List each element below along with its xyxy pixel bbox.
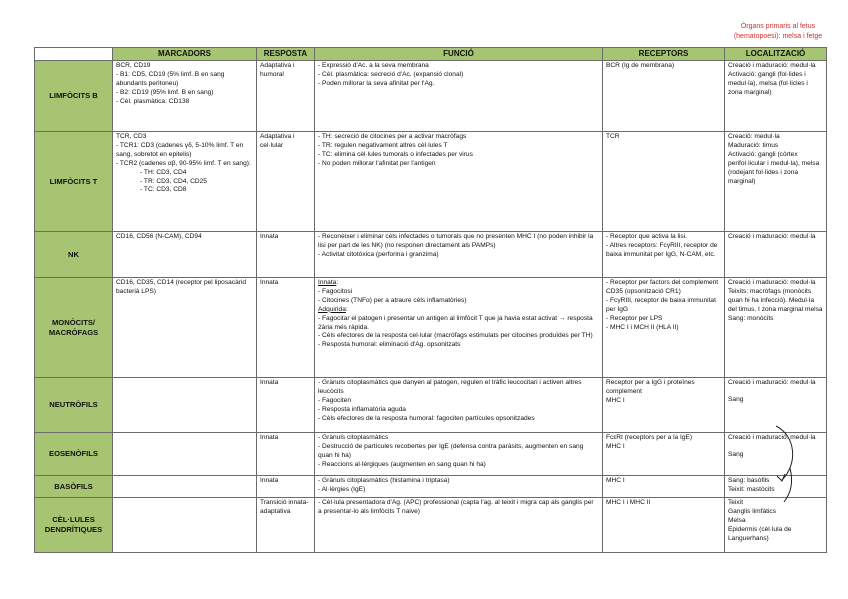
cell-receptors (603, 132, 725, 232)
header-funcio: FUNCIÓ (315, 48, 603, 61)
text-line: Innata (260, 477, 279, 484)
text-line: - Al·lèrgies (IgE) (318, 485, 366, 493)
text-line: FcεRI (receptors per a la IgE) (606, 434, 693, 441)
header-corner (35, 48, 113, 61)
text-line: - TC: CD3, CD8 (140, 186, 187, 194)
text-fragment: TR: CD3, CD4, CD25 (143, 177, 207, 185)
row-header: CÈL·LULES DENDRÍTIQUES (35, 498, 113, 553)
text-line: MHC I i MHC II (606, 499, 651, 506)
header-row (35, 48, 827, 61)
text-line: - Grànuls citoplasmàtics (318, 434, 389, 441)
text-line: - TR: regulen negativament altres cèl·lules T (318, 141, 448, 149)
text-line: Creació i maduració: medul·la (728, 233, 816, 240)
cell-marcadors (113, 476, 257, 498)
text-line: - Altres receptors: FcγRIII, receptor de baixa immunitat per IgG, N-CAM, etc. (606, 241, 718, 258)
arrow-curve (776, 426, 793, 480)
text-line: Receptor per a IgG i proteïnes complement (606, 379, 695, 395)
text-line: - Expressió d'Ac. a la seva membrana (318, 62, 429, 69)
text-line: - Cèls efectores de la resposta cel·lular (macròfags estimulats per citocines produïdes per TH) (318, 332, 593, 340)
cell-localitzacio (725, 61, 827, 132)
cell-receptors (603, 278, 725, 378)
curved-arrow-icon (772, 424, 802, 504)
text-line: TCR (606, 133, 620, 140)
cell-funcio (315, 232, 603, 278)
text-line: Activació: gangli (fol·lides i medul·la), melsa (fol·licles i zona marginal) (728, 70, 808, 96)
text-line: Ganglis limfàtics (728, 507, 777, 515)
text-line: Creació i maduració: medul·la (728, 379, 816, 386)
text-line: - TCR1: CD3 (cadenes γδ, 5-10% limf. T en sang, sobretot en epitelis) (116, 141, 244, 158)
row-nk (35, 232, 827, 278)
text-line: - Activitat citotòxica (perforina i granzima) (318, 250, 439, 258)
row-limfocits-t (35, 132, 827, 232)
text-line: - TR: CD3, CD4, CD25 (140, 177, 207, 185)
cell-funcio (315, 378, 603, 433)
text-line: - TH: CD3, CD4 (140, 168, 187, 176)
text-fragment: TC: CD3, CD8 (143, 186, 187, 194)
text-line: Innata: (318, 279, 339, 286)
cell-localitzacio (725, 278, 827, 378)
text-line: - Receptor per LPS (606, 314, 663, 322)
text-line: - FcγRIII, receptor de baixa immunitat per IgG (606, 296, 716, 313)
cell-marcadors (113, 132, 257, 232)
text-line: Adaptativa i humoral (260, 62, 295, 78)
cell-funcio (315, 278, 603, 378)
text-line: Adquirida: (318, 305, 348, 313)
row-header: LIMFÒCITS B (35, 61, 113, 132)
header-marcadors: MARCADORS (113, 48, 257, 61)
text-line: - Reconèixer i eliminar cèls infectades o tumorals que no presenten MHC I (no poden inhibir la lisi per part de les NK) (no responen directament als PAMPs) (318, 233, 594, 249)
text-line: - Cèl. plasmàtica: CD138 (116, 97, 190, 105)
cell-funcio (315, 498, 603, 553)
text-line: TCR, CD3 (116, 133, 147, 140)
cell-marcadors (113, 278, 257, 378)
text-line: Innata (260, 233, 279, 240)
cell-receptors (603, 476, 725, 498)
note-primary-organs (712, 22, 844, 42)
row-header: EOSENÒFILS (35, 433, 113, 476)
text-line: MHC I (606, 442, 625, 450)
cell-resposta (257, 278, 315, 378)
text-line: Teixits: macròfags (monòcits quan hi ha infecció). Medul·la del timus. I zona marginal melsa (728, 287, 823, 313)
text-line: MHC I (606, 477, 625, 484)
text-line: Creació i maduració: medul·la (728, 62, 816, 69)
cell-localitzacio (725, 498, 827, 553)
text-line: - Grànuls citoplasmàtics (histamina i triptasa) (318, 477, 450, 484)
subheading-innata: Innata (318, 279, 337, 286)
text-line: - Cèl. plasmàtica: secreció d'Ac. (expansió clonal) (318, 70, 464, 78)
text-line: - Fagociten (318, 396, 351, 404)
cell-marcadors (113, 378, 257, 433)
text-line: CD16, CD35, CD14 (receptor pel liposacàrid bacterià LPS) (116, 279, 247, 295)
cell-receptors (603, 433, 725, 476)
text-line: CD16, CD56 (N-CAM), CD94 (116, 233, 202, 240)
row-basofils (35, 476, 827, 498)
cell-funcio (315, 476, 603, 498)
cell-resposta (257, 61, 315, 132)
cell-localitzacio (725, 132, 827, 232)
text-line: - Resposta inflamatòria aguda (318, 405, 406, 413)
text-line: Teixit: mastòcits (728, 485, 775, 493)
text-line: - Resposta humoral: eliminació d'Ag. opsonitzats (318, 341, 461, 349)
text-line: BCR (Ig de membrana) (606, 62, 675, 69)
text-line: Teixit (728, 499, 744, 506)
text-line: Innata (260, 379, 279, 386)
text-line: Creació i maduració: medul·la (728, 279, 816, 286)
text-line: Maduració: timus (728, 141, 779, 149)
cell-resposta (257, 476, 315, 498)
text-line: Innata (260, 279, 279, 286)
text-line: - B2: CD19 (95% limf. B en sang) (116, 88, 214, 96)
text-line: Melsa (728, 516, 746, 524)
text-line: Creació i maduració: medul·la (728, 434, 816, 441)
cell-marcadors (113, 433, 257, 476)
text-line: - Fagocitosi (318, 287, 353, 295)
text-line: - TC: elimina cèl·lules tumorals o infectades per virus (318, 150, 473, 158)
text-line: Adaptativa i cel·lular (260, 133, 295, 149)
text-line: BCR, CD19 (116, 62, 151, 69)
text-line: - Receptor per factors del complement CD35 (opsonització CR1) (606, 279, 719, 295)
text-line: Sang (728, 450, 744, 458)
text-line: - No poden millorar l'afinitat per l'antigen (318, 159, 436, 167)
text-line: - Cèl·lula presentadora d'Ag. (APC) professional (capta l'ag. al teixit i migra cap als ganglis per a presentar-lo als limfòcits T naive) (318, 499, 594, 515)
row-header: NK (35, 232, 113, 278)
cell-resposta (257, 433, 315, 476)
cell-resposta (257, 378, 315, 433)
cell-funcio (315, 433, 603, 476)
text-line: Creació: medul·la (728, 133, 780, 140)
text-line: Sang: basòfils (728, 477, 770, 484)
text-line: - Cèls efectores de la resposta humoral: fagociten partícules opsonitzades (318, 414, 535, 422)
row-cellules-dendritiques (35, 498, 827, 553)
cell-receptors (603, 378, 725, 433)
text-line: MHC I (606, 396, 625, 404)
text-line: Sang: monòcits (728, 314, 774, 322)
text-line: - Poden millorar la seva afinitat per l'Ag. (318, 79, 435, 87)
note-line: (hematopoesi): melsa i fetge (733, 33, 823, 40)
cell-marcadors (113, 232, 257, 278)
row-header: BASÒFILS (35, 476, 113, 498)
row-header: MONÒCITS/ MACRÒFAGS (35, 278, 113, 378)
text-line: - Destrucció de partícules recobertes per IgE (defensa contra paràsits, augmenten en sang quan hi ha) (318, 442, 584, 459)
note-line: Òrgans primaris al fetus (740, 23, 816, 30)
text-line: - B1: CD5, CD19 (5% limf. B en sang abundants peritoneu) (116, 70, 225, 87)
text-line: - Receptor que activa la lisi. (606, 233, 687, 240)
cell-resposta (257, 498, 315, 553)
cell-marcadors (113, 498, 257, 553)
row-header: NEUTRÒFILS (35, 378, 113, 433)
cell-funcio (315, 61, 603, 132)
header-receptors: RECEPTORS (603, 48, 725, 61)
cell-receptors (603, 232, 725, 278)
cell-marcadors (113, 61, 257, 132)
cell-resposta (257, 132, 315, 232)
text-line: - Citocines (TNFα) per a atraure cèls inflamatòries) (318, 296, 467, 304)
cell-receptors (603, 498, 725, 553)
text-line: - Grànuls citoplasmàtics que danyen al patogen, regulen el tràfic leucocitari i activen altres leucòcits (318, 379, 582, 395)
text-line: Activació: gangli (còrtex perifol·licular i medul·la), melsa (rodejant fol·lides i zona marginal) (728, 150, 820, 185)
header-localitzacio: LOCALITZACIÓ (725, 48, 827, 61)
row-monocits-macrofags (35, 278, 827, 378)
subheading-adquirida: Adquirida (318, 305, 346, 313)
text-line: - MHC I i MCH II (HLA II) (606, 323, 679, 331)
header-resposta: RESPOSTA (257, 48, 315, 61)
cell-funcio (315, 132, 603, 232)
arrow-head (777, 474, 785, 481)
cell-localitzacio (725, 232, 827, 278)
row-eosenofils (35, 433, 827, 476)
row-neutrofils (35, 378, 827, 433)
text-line: Transició innata-adaptativa (260, 499, 309, 515)
row-header: LIMFÒCITS T (35, 132, 113, 232)
text-line: - TH: secreció de citocines per a activar macròfags (318, 133, 467, 140)
cell-receptors (603, 61, 725, 132)
text-line: Innata (260, 434, 279, 441)
text-line: - Reaccions al·lèrgiques (augmenten en sang quan hi ha) (318, 460, 486, 468)
text-fragment: TH: CD3, CD4 (143, 168, 187, 176)
cell-resposta (257, 232, 315, 278)
text-line: Sang (728, 395, 744, 403)
text-line: - TCR2 (cadenes αβ, 90-95% limf. T en sang): (116, 159, 251, 167)
text-line: Epidermis (cèl·lula de Languerhans) (728, 525, 792, 542)
text-line: - Fagocitar el patogen i presentar un antigen al limfòcit T que ja havia estat activat → resposta 2ària més ràpida. (318, 314, 593, 331)
immune-cells-table (34, 47, 827, 553)
row-limfocits-b (35, 61, 827, 132)
